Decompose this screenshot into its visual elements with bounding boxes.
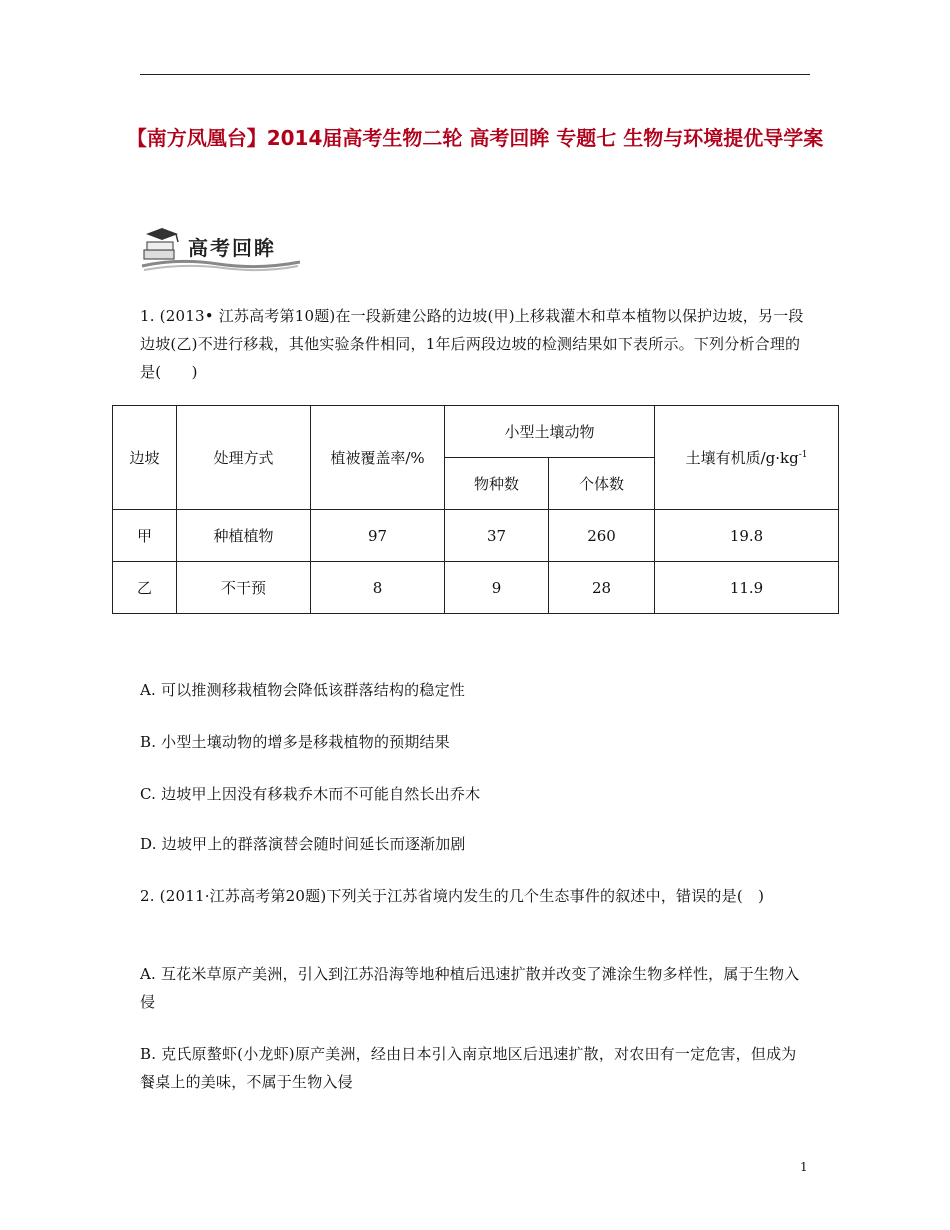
q1-option-a: A. 可以推测移栽植物会降低该群落结构的稳定性 — [140, 681, 465, 699]
header-organic-unit-exponent: -1 — [798, 450, 808, 460]
header-rule — [140, 74, 810, 75]
document-title: 【南方凤凰台】2014届高考生物二轮 高考回眸 专题七 生物与环境提优导学案 — [126, 126, 824, 150]
q1-option-d: D. 边坡甲上的群落演替会随时间延长而逐渐加剧 — [140, 835, 466, 853]
header-slope: 边坡 — [113, 406, 177, 510]
cell-coverage: 97 — [311, 510, 445, 562]
section-badge — [138, 220, 303, 272]
cell-slope: 乙 — [113, 562, 177, 614]
cell-slope: 甲 — [113, 510, 177, 562]
cell-organic: 11.9 — [655, 562, 839, 614]
header-soil-animals: 小型土壤动物 — [445, 406, 655, 458]
cell-treatment: 不干预 — [177, 562, 311, 614]
table-row — [113, 510, 839, 562]
cell-coverage: 8 — [311, 562, 445, 614]
q1-stem: 1. (2013• 江苏高考第10题)在一段新建公路的边坡(甲)上移栽灌木和草本植物以保护边坡，另一段边坡(乙)不进行移栽，其他实验条件相同，1年后两段边坡的检测结果如下表所示。下列分析合理的是( ) — [140, 307, 804, 381]
q1-option-c: C. 边坡甲上因没有移栽乔木而不可能自然长出乔木 — [140, 785, 481, 803]
header-treatment: 处理方式 — [177, 406, 311, 510]
table-row — [113, 562, 839, 614]
q2-stem: 2. (2011·江苏高考第20题)下列关于江苏省境内发生的几个生态事件的叙述中，错误的是( ) — [140, 887, 765, 905]
header-organic-label: 土壤有机质/g·kg — [685, 449, 799, 467]
cell-species: 37 — [445, 510, 549, 562]
q2-option-b: B. 克氏原螯虾(小龙虾)原产美洲，经由日本引入南京地区后迅速扩散，对农田有一定危害，但成为餐桌上的美味，不属于生物入侵 — [140, 1045, 797, 1091]
q2-option-a: A. 互花米草原产美洲，引入到江苏沿海等地种植后迅速扩散并改变了滩涂生物多样性，属于生物入侵 — [140, 965, 800, 1011]
header-coverage: 植被覆盖率/% — [311, 406, 445, 510]
cell-species: 9 — [445, 562, 549, 614]
header-species: 物种数 — [445, 458, 549, 510]
cell-organic: 19.8 — [655, 510, 839, 562]
cell-individuals: 28 — [549, 562, 655, 614]
cell-individuals: 260 — [549, 510, 655, 562]
cell-treatment: 种植植物 — [177, 510, 311, 562]
header-organic-matter — [655, 406, 839, 510]
header-individuals: 个体数 — [549, 458, 655, 510]
q1-option-b: B. 小型土壤动物的增多是移栽植物的预期结果 — [140, 733, 450, 751]
section-badge-label: 高考回眸 — [188, 236, 276, 260]
results-table — [112, 405, 839, 614]
table-header-row — [113, 406, 839, 458]
page-number: 1 — [800, 1160, 808, 1174]
